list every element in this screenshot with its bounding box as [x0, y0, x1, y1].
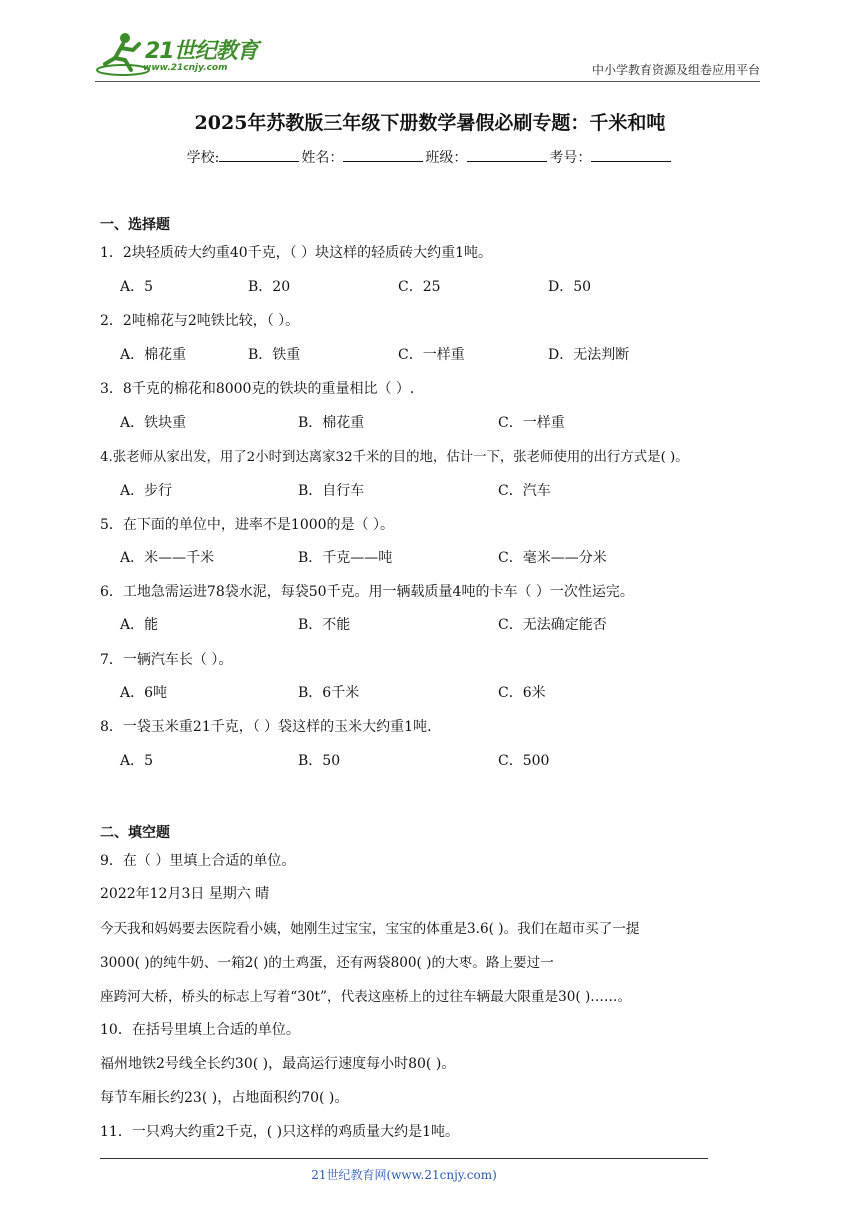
question-9: 9．在（ ）里填上合适的单位。 — [100, 853, 296, 869]
q1-option-a[interactable]: A．5 — [120, 279, 154, 295]
q6-option-c[interactable]: C．无法确定能否 — [498, 617, 607, 633]
q2-option-a[interactable]: A．棉花重 — [120, 347, 187, 363]
question-10: 10．在括号里填上合适的单位。 — [100, 1022, 300, 1038]
q3-option-b[interactable]: B．棉花重 — [298, 415, 365, 431]
q10-line-2: 每节车厢长约23( )，占地面积约70( )。 — [100, 1090, 349, 1106]
q3-option-c[interactable]: C．一样重 — [498, 415, 565, 431]
q7-option-b[interactable]: B．6千米 — [298, 685, 360, 701]
q1-option-d[interactable]: D．50 — [548, 279, 592, 295]
school-blank[interactable] — [219, 147, 299, 162]
q8-option-b[interactable]: B．50 — [298, 753, 341, 769]
q1-option-b[interactable]: B．20 — [248, 279, 291, 295]
class-blank[interactable] — [467, 147, 547, 162]
q7-option-a[interactable]: A．6吨 — [120, 685, 168, 701]
q5-option-a[interactable]: A．米——千米 — [120, 550, 215, 566]
q4-option-b[interactable]: B．自行车 — [298, 483, 365, 499]
question-3: 3．8千克的棉花和8000克的铁块的重量相比（ ）. — [100, 381, 415, 397]
q9-diary-line-1: 今天我和妈妈要去医院看小姨，她刚生过宝宝，宝宝的体重是3.6( )。我们在超市买了一提 — [100, 921, 640, 937]
question-8: 8．一袋玉米重21千克，（ ）袋这样的玉米大约重1吨. — [100, 719, 432, 735]
q1-option-c[interactable]: C．25 — [398, 279, 441, 295]
class-label: 班级： — [425, 150, 468, 166]
exam-no-blank[interactable] — [591, 147, 671, 162]
question-1: 1．2块轻质砖大约重40千克，（ ）块这样的轻质砖大约重1吨。 — [100, 245, 492, 261]
logo-url: www.21cnjy.com — [143, 63, 228, 73]
page-title: 2025年苏教版三年级下册数学暑假必刷专题：千米和吨 — [194, 112, 666, 134]
section-heading-fill: 二、填空题 — [100, 825, 170, 841]
q9-diary-line-3: 座跨河大桥，桥头的标志上写着“30t”，代表这座桥上的过往车辆最大限重是30( )……。 — [100, 989, 632, 1005]
question-4: 4.张老师从家出发，用了2小时到达离家32千米的目的地，估计一下，张老师使用的出行方式是( )。 — [100, 450, 689, 465]
question-2: 2．2吨棉花与2吨铁比较，（ ）。 — [100, 313, 300, 329]
q6-option-a[interactable]: A．能 — [120, 617, 159, 633]
logo — [95, 30, 265, 80]
q5-option-c[interactable]: C．毫米——分米 — [498, 550, 607, 566]
q10-line-1: 福州地铁2号线全长约30( )，最高运行速度每小时80( )。 — [100, 1056, 456, 1072]
q3-option-a[interactable]: A．铁块重 — [120, 415, 187, 431]
q6-option-b[interactable]: B．不能 — [298, 617, 351, 633]
question-5: 5．在下面的单位中，进率不是1000的是（ ）。 — [100, 517, 394, 533]
question-11: 11．一只鸡大约重2千克，( )只这样的鸡质量大约是1吨。 — [100, 1124, 460, 1140]
q2-option-d[interactable]: D．无法判断 — [548, 347, 630, 363]
page-header — [95, 30, 760, 82]
footer-text[interactable]: 21世纪教育网(www.21cnjy.com) — [311, 1168, 497, 1182]
school-label: 学校: — [186, 150, 220, 166]
exam-no-label: 考号： — [549, 150, 592, 166]
question-6: 6．工地急需运进78袋水泥，每袋50千克。用一辆载质量4吨的卡车（ ）一次性运完。 — [100, 584, 634, 600]
student-info-line — [0, 147, 860, 167]
footer-divider — [100, 1158, 708, 1159]
q8-option-c[interactable]: C．500 — [498, 753, 550, 769]
platform-name: 中小学教育资源及组卷应用平台 — [591, 63, 760, 77]
q5-option-b[interactable]: B．千克——吨 — [298, 550, 393, 566]
name-blank[interactable] — [343, 147, 423, 162]
q4-option-c[interactable]: C．汽车 — [498, 483, 551, 499]
q4-option-a[interactable]: A．步行 — [120, 483, 173, 499]
q2-option-c[interactable]: C．一样重 — [398, 347, 465, 363]
header-divider — [95, 81, 760, 82]
name-label: 姓名： — [301, 150, 344, 166]
q7-option-c[interactable]: C．6米 — [498, 685, 546, 701]
section-heading-choice: 一、选择题 — [100, 217, 170, 233]
logo-text: 21世纪教育 — [145, 39, 258, 64]
q2-option-b[interactable]: B．铁重 — [248, 347, 301, 363]
q9-diary-line-2: 3000( )的纯牛奶、一箱2( )的土鸡蛋，还有两袋800( )的大枣。路上要过一 — [100, 955, 554, 971]
q8-option-a[interactable]: A．5 — [120, 753, 154, 769]
q9-diary-date: 2022年12月3日 星期六 晴 — [100, 886, 270, 902]
question-7: 7．一辆汽车长（ ）。 — [100, 652, 233, 668]
